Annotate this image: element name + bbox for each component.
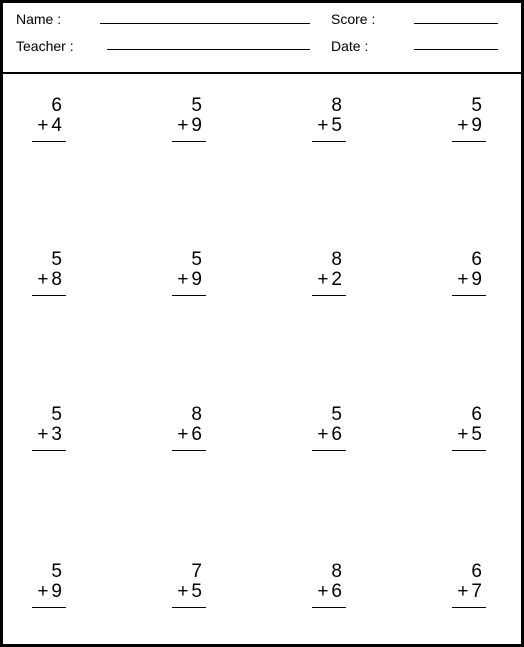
- addition-problem: [426, 96, 486, 156]
- date-field[interactable]: [414, 49, 498, 50]
- worksheet-header: [3, 3, 521, 74]
- addend-bottom: 5: [331, 115, 342, 136]
- problem-grid: [3, 74, 521, 644]
- answer-line[interactable]: [172, 607, 206, 608]
- addend-top: 8: [331, 249, 342, 270]
- addend-bottom-row: [37, 270, 62, 290]
- addend-bottom-row: [37, 116, 62, 136]
- answer-line[interactable]: [452, 450, 486, 451]
- addend-bottom: 9: [191, 269, 202, 290]
- addition-problem: [426, 405, 486, 465]
- addition-problem: [6, 405, 66, 465]
- addend-bottom: 7: [471, 581, 482, 602]
- addend-bottom: 6: [191, 424, 202, 445]
- addend-top: 5: [471, 95, 482, 116]
- addend-bottom: 3: [51, 424, 62, 445]
- addend-bottom-row: [317, 116, 342, 136]
- addend-top: 8: [331, 95, 342, 116]
- plus-sign: +: [37, 581, 49, 602]
- plus-sign: +: [457, 269, 469, 290]
- plus-sign: +: [317, 424, 329, 445]
- answer-line[interactable]: [452, 295, 486, 296]
- plus-sign: +: [177, 269, 189, 290]
- addend-bottom-row: [457, 270, 482, 290]
- plus-sign: +: [177, 424, 189, 445]
- addend-top: 7: [191, 561, 202, 582]
- addend-bottom-row: [317, 270, 342, 290]
- addend-top: 8: [331, 561, 342, 582]
- name-field[interactable]: [100, 23, 310, 24]
- addition-problem: [146, 562, 206, 622]
- addend-bottom-row: [37, 582, 62, 602]
- addition-problem: [426, 562, 486, 622]
- answer-line[interactable]: [452, 607, 486, 608]
- answer-line[interactable]: [312, 607, 346, 608]
- plus-sign: +: [37, 424, 49, 445]
- addend-bottom-row: [457, 116, 482, 136]
- answer-line[interactable]: [312, 295, 346, 296]
- name-label: Name :: [16, 11, 62, 27]
- score-label: Score :: [331, 11, 376, 27]
- addend-bottom-row: [37, 425, 62, 445]
- plus-sign: +: [37, 269, 49, 290]
- score-field[interactable]: [414, 23, 498, 24]
- addend-bottom: 6: [331, 424, 342, 445]
- plus-sign: +: [457, 115, 469, 136]
- addend-top: 6: [471, 561, 482, 582]
- addend-top: 5: [51, 249, 62, 270]
- plus-sign: +: [177, 581, 189, 602]
- addend-bottom-row: [177, 116, 202, 136]
- addend-bottom-row: [317, 425, 342, 445]
- answer-line[interactable]: [32, 295, 66, 296]
- date-label: Date :: [331, 38, 369, 54]
- addend-top: 5: [331, 404, 342, 425]
- plus-sign: +: [317, 581, 329, 602]
- addend-top: 5: [191, 249, 202, 270]
- plus-sign: +: [37, 115, 49, 136]
- addend-bottom-row: [177, 582, 202, 602]
- addition-problem: [286, 405, 346, 465]
- answer-line[interactable]: [172, 141, 206, 142]
- answer-line[interactable]: [312, 141, 346, 142]
- addend-bottom: 5: [191, 581, 202, 602]
- addend-bottom: 6: [331, 581, 342, 602]
- addend-bottom: 9: [51, 581, 62, 602]
- addition-problem: [146, 96, 206, 156]
- addend-bottom-row: [177, 270, 202, 290]
- addition-problem: [146, 250, 206, 310]
- addend-top: 5: [191, 95, 202, 116]
- addend-bottom: 2: [331, 269, 342, 290]
- addend-bottom-row: [317, 582, 342, 602]
- addend-top: 6: [471, 404, 482, 425]
- answer-line[interactable]: [32, 141, 66, 142]
- addend-bottom: 5: [471, 424, 482, 445]
- addition-problem: [286, 250, 346, 310]
- addend-top: 8: [191, 404, 202, 425]
- addend-bottom-row: [457, 582, 482, 602]
- plus-sign: +: [457, 581, 469, 602]
- teacher-field[interactable]: [107, 49, 310, 50]
- addition-problem: [286, 562, 346, 622]
- addition-problem: [426, 250, 486, 310]
- addend-top: 5: [51, 404, 62, 425]
- answer-line[interactable]: [32, 607, 66, 608]
- addend-bottom: 9: [471, 269, 482, 290]
- plus-sign: +: [317, 115, 329, 136]
- addend-bottom: 8: [51, 269, 62, 290]
- addend-bottom-row: [457, 425, 482, 445]
- addend-top: 5: [51, 561, 62, 582]
- addend-bottom: 9: [191, 115, 202, 136]
- addition-problem: [146, 405, 206, 465]
- answer-line[interactable]: [172, 450, 206, 451]
- addend-top: 6: [51, 95, 62, 116]
- addend-top: 6: [471, 249, 482, 270]
- plus-sign: +: [457, 424, 469, 445]
- answer-line[interactable]: [452, 141, 486, 142]
- addition-problem: [286, 96, 346, 156]
- plus-sign: +: [317, 269, 329, 290]
- addition-problem: [6, 250, 66, 310]
- addition-problem: [6, 562, 66, 622]
- answer-line[interactable]: [32, 450, 66, 451]
- answer-line[interactable]: [172, 295, 206, 296]
- addend-bottom: 9: [471, 115, 482, 136]
- addend-bottom-row: [177, 425, 202, 445]
- plus-sign: +: [177, 115, 189, 136]
- addend-bottom: 4: [51, 115, 62, 136]
- addition-problem: [6, 96, 66, 156]
- answer-line[interactable]: [312, 450, 346, 451]
- teacher-label: Teacher :: [16, 38, 74, 54]
